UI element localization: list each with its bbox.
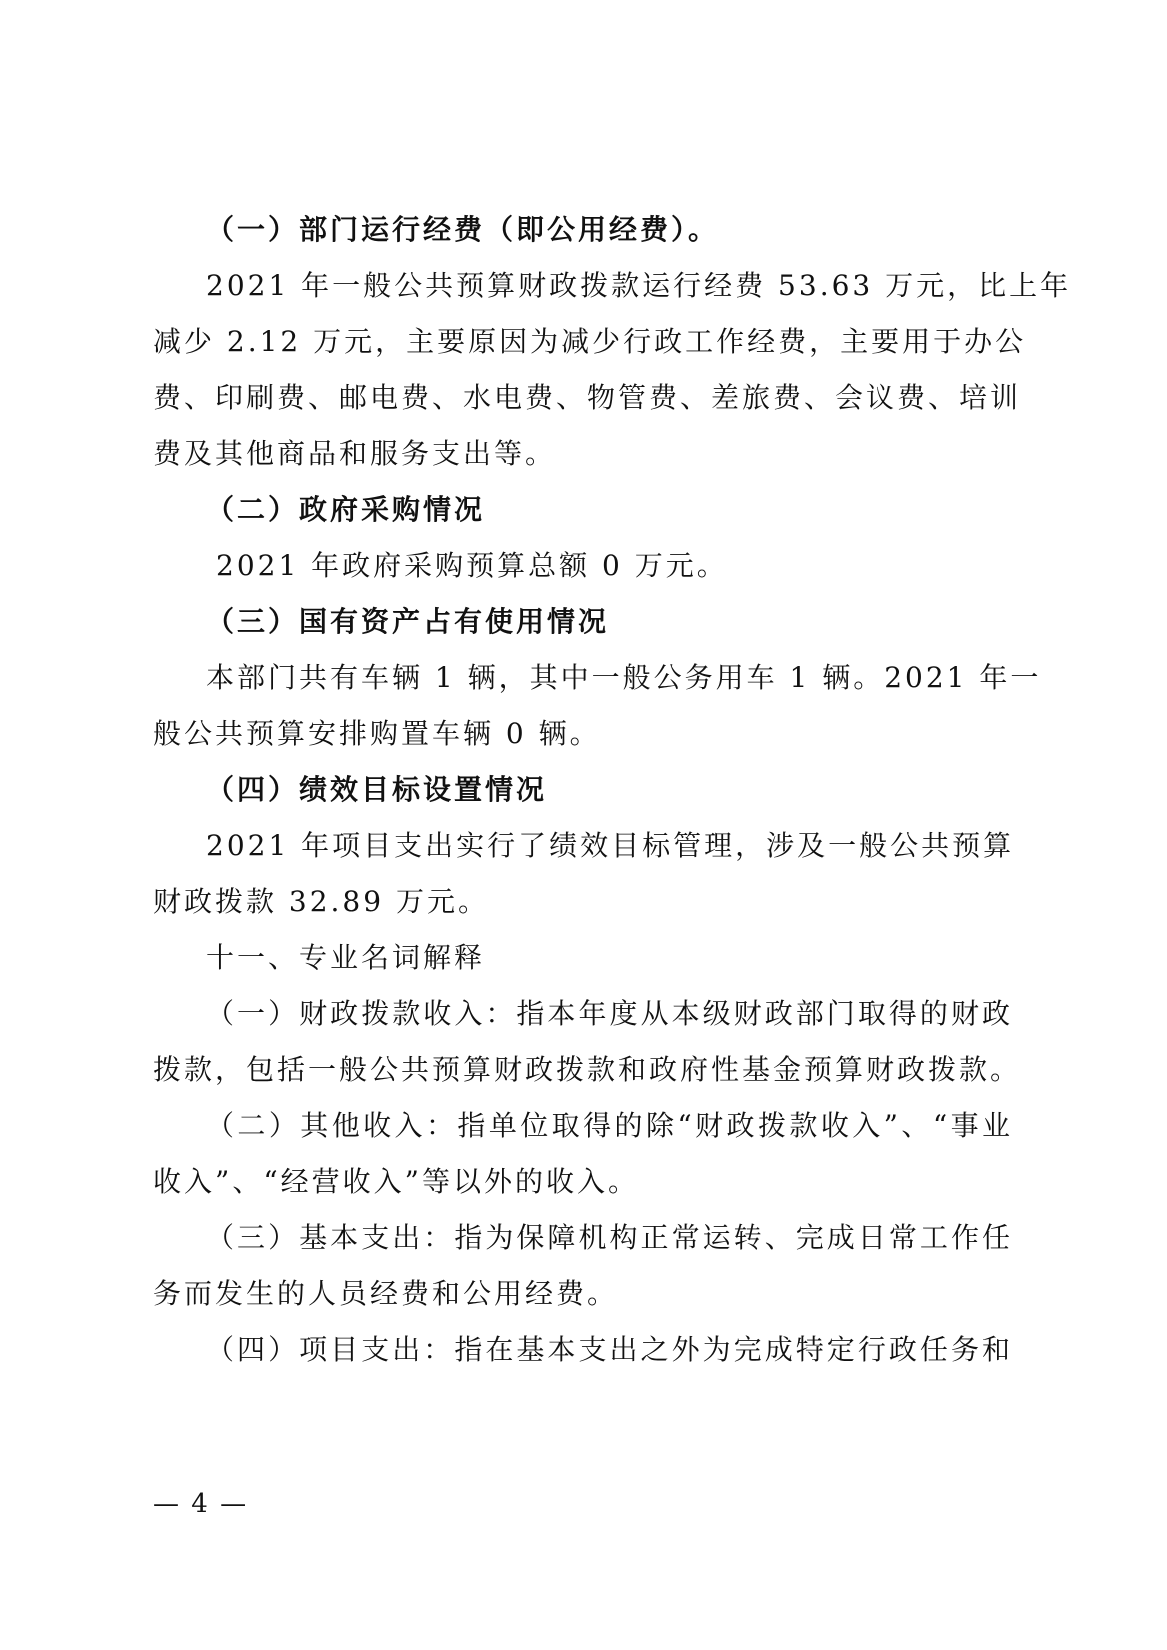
chapter-heading-glossary: 十一、专业名词解释 bbox=[206, 941, 486, 974]
section-heading-state-assets: （三）国有资产占有使用情况 bbox=[206, 605, 610, 638]
paragraph-line: 费、印刷费、邮电费、水电费、物管费、差旅费、会议费、培训 bbox=[153, 381, 1022, 414]
paragraph-line: 本部门共有车辆 1 辆，其中一般公务用车 1 辆。2021 年一 bbox=[206, 661, 1042, 694]
paragraph-line: （一）财政拨款收入：指本年度从本级财政部门取得的财政 bbox=[206, 997, 1013, 1030]
paragraph-line: 2021 年政府采购预算总额 0 万元。 bbox=[216, 549, 728, 582]
paragraph-line: 务而发生的人员经费和公用经费。 bbox=[153, 1277, 619, 1310]
paragraph-line: 2021 年项目支出实行了绩效目标管理，涉及一般公共预算 bbox=[206, 829, 1015, 862]
paragraph-line: （四）项目支出：指在基本支出之外为完成特定行政任务和 bbox=[206, 1333, 1013, 1366]
paragraph-line: 费及其他商品和服务支出等。 bbox=[153, 437, 557, 470]
paragraph-line: （二）其他收入：指单位取得的除“财政拨款收入”、“事业 bbox=[206, 1109, 1013, 1142]
page-number: — 4 — bbox=[153, 1489, 249, 1519]
section-heading-procurement: （二）政府采购情况 bbox=[206, 493, 486, 526]
paragraph-line: 2021 年一般公共预算财政拨款运行经费 53.63 万元，比上年 bbox=[206, 269, 1072, 302]
paragraph-line: 减少 2.12 万元，主要原因为减少行政工作经费，主要用于办公 bbox=[153, 325, 1027, 358]
paragraph-line: 般公共预算安排购置车辆 0 辆。 bbox=[153, 717, 601, 750]
paragraph-line: 财政拨款 32.89 万元。 bbox=[153, 885, 489, 918]
paragraph-line: （三）基本支出：指为保障机构正常运转、完成日常工作任 bbox=[206, 1221, 1013, 1254]
section-heading-operating-expenses: （一）部门运行经费（即公用经费）。 bbox=[206, 213, 720, 246]
section-heading-performance-goals: （四）绩效目标设置情况 bbox=[206, 773, 548, 806]
paragraph-line: 拨款，包括一般公共预算财政拨款和政府性基金预算财政拨款。 bbox=[153, 1053, 1022, 1086]
paragraph-line: 收入”、“经营收入”等以外的收入。 bbox=[153, 1165, 639, 1198]
